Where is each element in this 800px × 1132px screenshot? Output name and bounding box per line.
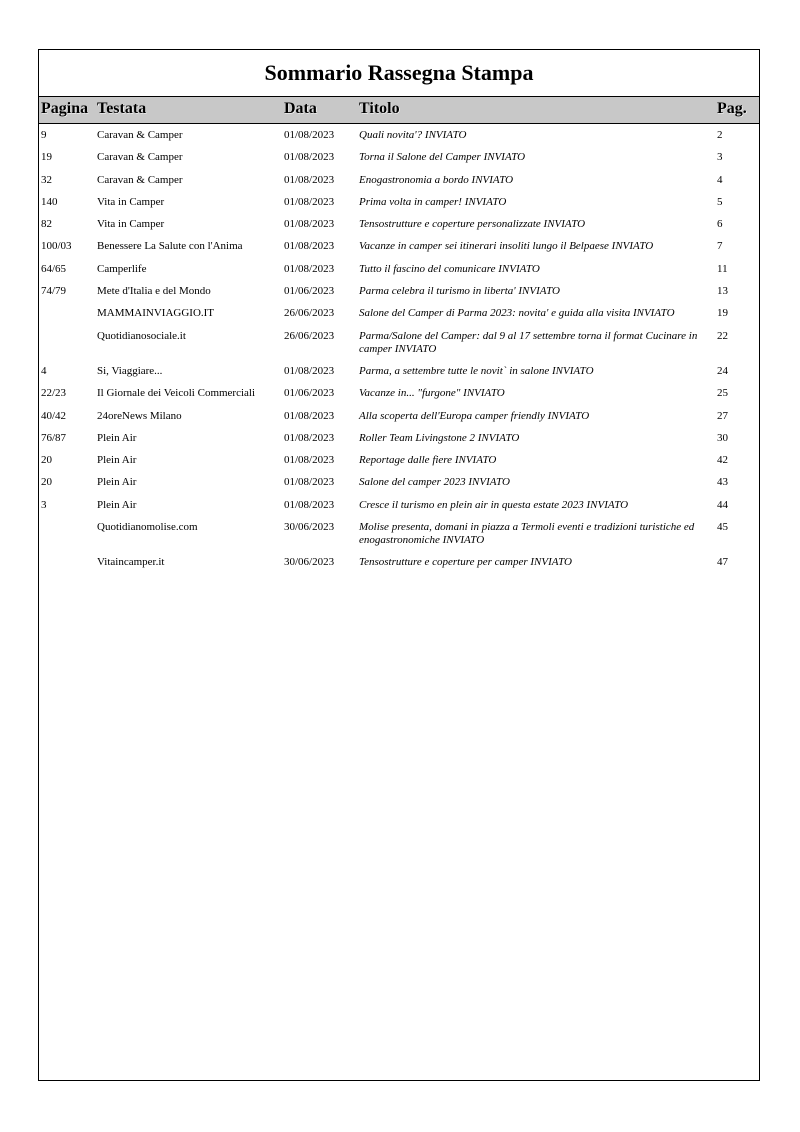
cell-data: 01/08/2023 (284, 498, 335, 511)
cell-testata: Plein Air (97, 498, 137, 511)
cell-data: 01/08/2023 (284, 364, 335, 377)
cell-testata: 24oreNews Milano (97, 409, 182, 422)
cell-titolo: Quali novita'? INVIATO (359, 129, 467, 141)
cell-pagina: 20 (41, 476, 52, 489)
cell-data: 30/06/2023 (284, 556, 335, 569)
cell-titolo: Parma, a settembre tutte le novit` in salone INVIATO (359, 364, 594, 377)
cell-pag: 42 (717, 454, 728, 467)
cell-pagina: 3 (41, 498, 47, 511)
cell-testata: Caravan & Camper (97, 129, 183, 141)
cell-data: 01/08/2023 (284, 409, 335, 422)
cell-data: 01/08/2023 (284, 151, 335, 164)
cell-testata: Camperlife (97, 262, 147, 275)
cell-pag: 44 (717, 498, 728, 511)
cell-titolo: Parma/Salone del Camper: dal 9 al 17 settembre torna il format Cucinare in camper INVIATO (359, 329, 698, 355)
cell-titolo: Molise presenta, domani in piazza a Termoli eventi e tradizioni turistiche ed enogastronomiche INVIATO (359, 521, 695, 547)
cell-titolo: Vacanze in... "furgone" INVIATO (359, 387, 505, 400)
cell-pag: 27 (717, 409, 728, 422)
cell-testata: MAMMAINVIAGGIO.IT (97, 307, 215, 320)
cell-pag: 11 (717, 262, 728, 275)
cell-pag: 22 (717, 329, 728, 342)
cell-data: 01/08/2023 (284, 173, 335, 186)
header-testata: Testata (97, 100, 147, 117)
cell-data: 01/08/2023 (284, 195, 335, 208)
cell-titolo: Tensostrutture e coperture per camper INVIATO (359, 556, 572, 569)
cell-pagina: 20 (41, 454, 52, 467)
cell-data: 01/08/2023 (284, 262, 335, 275)
cell-data: 26/06/2023 (284, 329, 335, 342)
table-row (39, 476, 759, 489)
cell-pagina: 9 (41, 129, 47, 141)
cell-testata: Vita in Camper (97, 218, 165, 231)
cell-data: 01/08/2023 (284, 431, 335, 444)
header-data: Data (284, 100, 317, 117)
cell-pag: 2 (717, 129, 723, 141)
cell-titolo: Tutto il fascino del comunicare INVIATO (359, 262, 540, 275)
page-title: Sommario Rassegna Stampa (264, 60, 534, 85)
cell-titolo: Parma celebra il turismo in liberta' INVIATO (359, 285, 560, 298)
cell-pagina: 64/65 (41, 262, 67, 275)
table-row (39, 240, 759, 253)
cell-data: 01/08/2023 (284, 476, 335, 489)
cell-titolo: Torna il Salone del Camper INVIATO (359, 151, 526, 164)
table-row (39, 285, 759, 298)
cell-titolo: Reportage dalle fiere INVIATO (359, 454, 497, 467)
cell-pag: 3 (717, 151, 723, 164)
cell-pag: 4 (717, 173, 723, 186)
cell-pagina: 22/23 (41, 387, 67, 400)
cell-testata: Plein Air (97, 476, 137, 489)
cell-pagina: 32 (41, 173, 52, 186)
cell-testata: Il Giornale dei Veicoli Commerciali (97, 387, 256, 400)
cell-pag: 13 (717, 285, 728, 298)
table-row (39, 521, 759, 547)
cell-pag: 45 (717, 521, 728, 534)
cell-pag: 43 (717, 476, 728, 489)
cell-testata: Vita in Camper (97, 195, 165, 208)
cell-testata: Mete d'Italia e del Mondo (97, 285, 211, 298)
table-row (39, 410, 759, 423)
header-pag: Pag. (717, 100, 747, 117)
cell-data: 30/06/2023 (284, 521, 335, 534)
table-row (39, 499, 759, 512)
table-row (39, 218, 759, 231)
cell-pag: 6 (717, 218, 723, 231)
cell-titolo: Alla scoperta dell'Europa camper friendly INVIATO (359, 409, 590, 422)
table-row (39, 432, 759, 445)
cell-data: 01/08/2023 (284, 454, 335, 467)
cell-data: 01/08/2023 (284, 240, 335, 253)
document-frame (38, 49, 760, 1081)
cell-titolo: Tensostrutture e coperture personalizzate INVIATO (359, 218, 586, 231)
cell-testata: Quotidianosociale.it (97, 329, 186, 342)
cell-pag: 25 (717, 387, 728, 400)
table-row (39, 151, 759, 164)
cell-titolo: Salone del Camper di Parma 2023: novita' e guida alla visita INVIATO (359, 307, 675, 320)
header-pagina: Pagina (41, 100, 89, 117)
cell-data: 01/08/2023 (284, 218, 335, 231)
cell-pagina: 82 (41, 218, 52, 231)
cell-pag: 5 (717, 195, 723, 208)
cell-pag: 24 (717, 364, 728, 377)
cell-titolo: Vacanze in camper sei itinerari insoliti lungo il Belpaese INVIATO (359, 240, 654, 253)
cell-testata: Quotidianomolise.com (97, 521, 198, 534)
table-row (39, 174, 759, 187)
cell-pagina: 40/42 (41, 409, 67, 422)
header-titolo: Titolo (359, 100, 400, 117)
table-row (39, 365, 759, 378)
cell-pag: 7 (717, 240, 723, 253)
cell-titolo: Roller Team Livingstone 2 INVIATO (359, 431, 520, 444)
cell-testata: Benessere La Salute con l'Anima (97, 240, 243, 253)
cell-pagina: 74/79 (41, 285, 67, 298)
cell-pagina: 100/03 (41, 240, 72, 253)
cell-pag: 19 (717, 307, 728, 320)
table-row (39, 196, 759, 209)
cell-data: 26/06/2023 (284, 307, 335, 320)
table-row (39, 129, 759, 142)
cell-testata: Plein Air (97, 454, 137, 467)
cell-titolo: Enogastronomia a bordo INVIATO (359, 173, 514, 186)
cell-pagina: 4 (41, 364, 47, 377)
cell-testata: Caravan & Camper (97, 173, 183, 186)
cell-pagina: 140 (41, 195, 58, 208)
cell-data: 01/08/2023 (284, 129, 335, 141)
cell-data: 01/06/2023 (284, 387, 335, 400)
table-row (39, 387, 759, 400)
table-row (39, 330, 759, 356)
cell-titolo: Cresce il turismo en plein air in questa estate 2023 INVIATO (359, 498, 629, 511)
cell-testata: Plein Air (97, 431, 137, 444)
cell-pag: 30 (717, 431, 728, 444)
cell-data: 01/06/2023 (284, 285, 335, 298)
table-row (39, 263, 759, 276)
table-row (39, 307, 759, 320)
cell-titolo: Salone del camper 2023 INVIATO (359, 476, 510, 489)
cell-pagina: 19 (41, 151, 52, 164)
cell-testata: Si, Viaggiare... (97, 364, 163, 377)
table-row (39, 556, 759, 569)
cell-titolo: Prima volta in camper! INVIATO (359, 195, 507, 208)
table-header (39, 96, 759, 124)
cell-pag: 47 (717, 556, 728, 569)
table-row (39, 454, 759, 467)
table-body (39, 129, 759, 579)
cell-testata: Vitaincamper.it (97, 556, 165, 569)
cell-testata: Caravan & Camper (97, 151, 183, 164)
cell-pagina: 76/87 (41, 431, 67, 444)
